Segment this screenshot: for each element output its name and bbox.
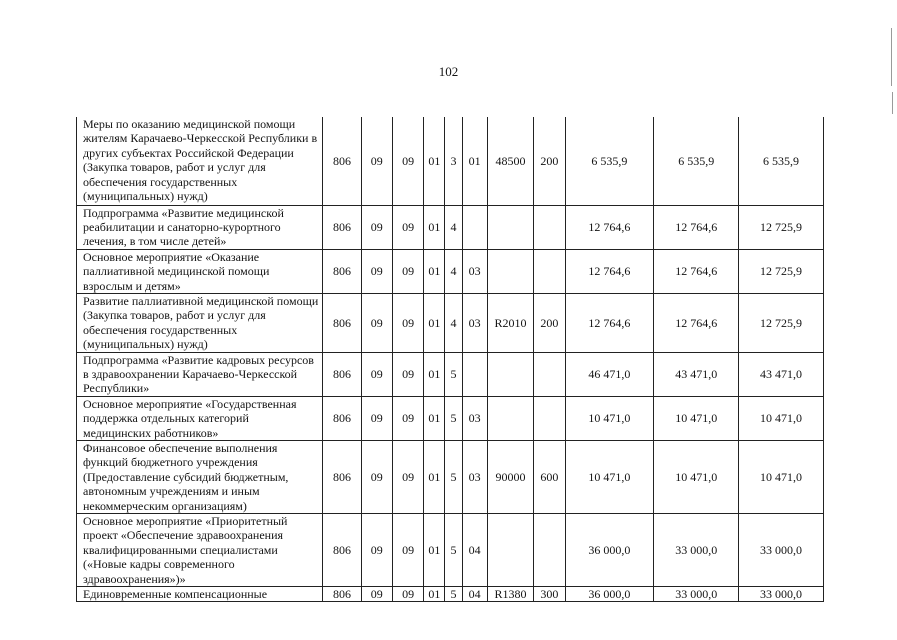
subprogram-code: 5: [445, 396, 462, 440]
event-code: 03: [462, 441, 487, 514]
section-code: 09: [361, 587, 392, 602]
section-code: 09: [361, 352, 392, 396]
expense-type-code: [534, 514, 565, 587]
table-row: [77, 205, 824, 249]
subsection-code: 09: [392, 352, 423, 396]
row-name: Финансовое обеспечение выполнения функций бюджетного учреждения (Предоставление субсидий бюджетным, автономным учреждениям и иным некоммерческим организациям): [77, 441, 323, 514]
event-code: 03: [462, 396, 487, 440]
section-code: 09: [361, 117, 392, 205]
subsection-code: 09: [392, 293, 423, 352]
ministry-code: 806: [323, 205, 361, 249]
row-name: Единовременные компенсационные: [77, 587, 323, 602]
expense-type-code: 300: [534, 587, 565, 602]
subprogram-code: 4: [445, 205, 462, 249]
direction-code: [487, 396, 533, 440]
ministry-code: 806: [323, 249, 361, 293]
ministry-code: 806: [323, 514, 361, 587]
expense-type-code: 200: [534, 293, 565, 352]
direction-code: [487, 205, 533, 249]
amount-year-3: 10 471,0: [739, 441, 824, 514]
event-code: 03: [462, 293, 487, 352]
subsection-code: 09: [392, 441, 423, 514]
row-name: Основное мероприятие «Оказание паллиативной медицинской помощи взрослым и детям»: [77, 249, 323, 293]
ministry-code: 806: [323, 117, 361, 205]
program-code: 01: [424, 352, 445, 396]
table-row: [77, 293, 824, 352]
program-code: 01: [424, 117, 445, 205]
program-code: 01: [424, 205, 445, 249]
direction-code: R2010: [487, 293, 533, 352]
page-number: 102: [438, 64, 459, 79]
amount-year-2: 12 764,6: [654, 249, 739, 293]
event-code: 04: [462, 587, 487, 602]
amount-year-1: 36 000,0: [565, 587, 654, 602]
direction-code: 48500: [487, 117, 533, 205]
subprogram-code: 3: [445, 117, 462, 205]
amount-year-1: 12 764,6: [565, 205, 654, 249]
subsection-code: 09: [392, 587, 423, 602]
amount-year-3: 33 000,0: [739, 587, 824, 602]
row-name: Развитие паллиативной медицинской помощи (Закупка товаров, работ и услуг для обеспечения государственных (муниципальных) нужд): [77, 293, 323, 352]
subprogram-code: 4: [445, 293, 462, 352]
amount-year-2: 43 471,0: [654, 352, 739, 396]
program-code: 01: [424, 293, 445, 352]
table-row: [77, 441, 824, 514]
expense-type-code: 600: [534, 441, 565, 514]
subsection-code: 09: [392, 514, 423, 587]
event-code: [462, 352, 487, 396]
table-row: [77, 352, 824, 396]
scan-edge-mark: [891, 28, 892, 86]
row-name: Основное мероприятие «Государственная поддержка отдельных категорий медицинских работников»: [77, 396, 323, 440]
table-row: [77, 117, 824, 205]
amount-year-2: 33 000,0: [654, 587, 739, 602]
amount-year-1: 12 764,6: [565, 293, 654, 352]
direction-code: [487, 249, 533, 293]
subprogram-code: 5: [445, 441, 462, 514]
row-name: Подпрограмма «Развитие кадровых ресурсов в здравоохранении Карачаево-Черкесской Республики»: [77, 352, 323, 396]
ministry-code: 806: [323, 441, 361, 514]
ministry-code: 806: [323, 587, 361, 602]
event-code: 01: [462, 117, 487, 205]
budget-table-body: [77, 117, 824, 602]
amount-year-3: 10 471,0: [739, 396, 824, 440]
section-code: 09: [361, 205, 392, 249]
amount-year-3: 12 725,9: [739, 293, 824, 352]
program-code: 01: [424, 587, 445, 602]
row-name: Основное мероприятие «Приоритетный проект «Обеспечение здравоохранения квалифицированными специалистами («Новые кадры современного здравоохранения»)»: [77, 514, 323, 587]
direction-code: 90000: [487, 441, 533, 514]
amount-year-2: 6 535,9: [654, 117, 739, 205]
program-code: 01: [424, 441, 445, 514]
amount-year-3: 12 725,9: [739, 205, 824, 249]
subprogram-code: 5: [445, 352, 462, 396]
amount-year-1: 10 471,0: [565, 441, 654, 514]
ministry-code: 806: [323, 293, 361, 352]
event-code: [462, 205, 487, 249]
amount-year-2: 12 764,6: [654, 293, 739, 352]
amount-year-2: 12 764,6: [654, 205, 739, 249]
direction-code: R1380: [487, 587, 533, 602]
section-code: 09: [361, 514, 392, 587]
subsection-code: 09: [392, 249, 423, 293]
expense-type-code: [534, 352, 565, 396]
amount-year-3: 43 471,0: [739, 352, 824, 396]
amount-year-1: 10 471,0: [565, 396, 654, 440]
direction-code: [487, 514, 533, 587]
section-code: 09: [361, 293, 392, 352]
scan-edge-mark-lower: [892, 92, 893, 114]
amount-year-1: 46 471,0: [565, 352, 654, 396]
budget-table: [76, 117, 824, 602]
amount-year-1: 6 535,9: [565, 117, 654, 205]
amount-year-2: 10 471,0: [654, 441, 739, 514]
table-row: [77, 514, 824, 587]
event-code: 03: [462, 249, 487, 293]
row-name: Подпрограмма «Развитие медицинской реабилитации и санаторно-курортного лечения, в том числе детей»: [77, 205, 323, 249]
amount-year-3: 33 000,0: [739, 514, 824, 587]
direction-code: [487, 352, 533, 396]
table-row: [77, 587, 824, 602]
section-code: 09: [361, 249, 392, 293]
table-row: [77, 249, 824, 293]
expense-type-code: [534, 249, 565, 293]
amount-year-3: 6 535,9: [739, 117, 824, 205]
amount-year-1: 36 000,0: [565, 514, 654, 587]
subsection-code: 09: [392, 205, 423, 249]
subprogram-code: 5: [445, 514, 462, 587]
table-row: [77, 396, 824, 440]
row-name: Меры по оказанию медицинской помощи жителям Карачаево-Черкесской Республики в других субъектах Российской Федерации (Закупка товаров, работ и услуг для обеспечения государственных (муниципальных) нужд): [77, 117, 323, 205]
program-code: 01: [424, 396, 445, 440]
subprogram-code: 4: [445, 249, 462, 293]
subprogram-code: 5: [445, 587, 462, 602]
amount-year-2: 10 471,0: [654, 396, 739, 440]
event-code: 04: [462, 514, 487, 587]
subsection-code: 09: [392, 396, 423, 440]
ministry-code: 806: [323, 352, 361, 396]
expense-type-code: [534, 205, 565, 249]
program-code: 01: [424, 514, 445, 587]
subsection-code: 09: [392, 117, 423, 205]
ministry-code: 806: [323, 396, 361, 440]
expense-type-code: [534, 396, 565, 440]
amount-year-3: 12 725,9: [739, 249, 824, 293]
amount-year-1: 12 764,6: [565, 249, 654, 293]
program-code: 01: [424, 249, 445, 293]
section-code: 09: [361, 396, 392, 440]
expense-type-code: 200: [534, 117, 565, 205]
section-code: 09: [361, 441, 392, 514]
amount-year-2: 33 000,0: [654, 514, 739, 587]
